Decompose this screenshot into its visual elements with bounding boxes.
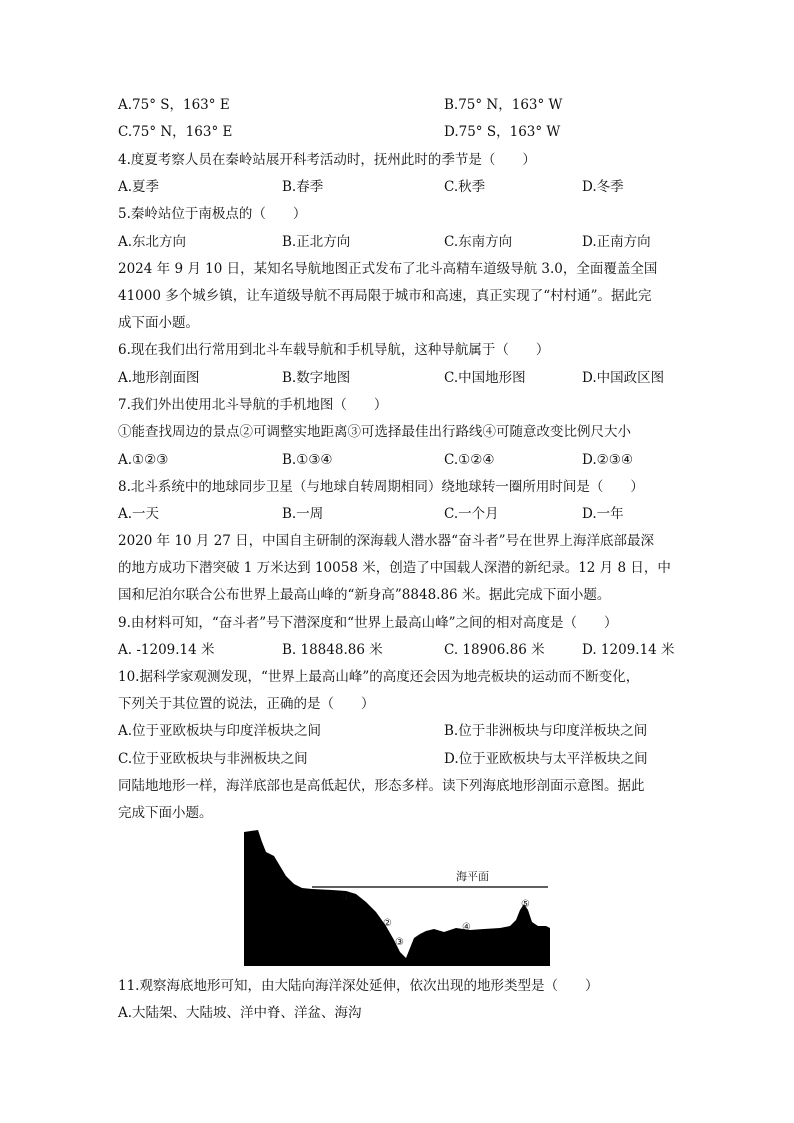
q9-option-d: D. 1209.14 米 bbox=[582, 642, 675, 658]
seafloor-profile-figure bbox=[244, 830, 550, 966]
material-paragraph-line: 成下面小题。 bbox=[118, 315, 199, 331]
q8-stem: 8.北斗系统中的地球同步卫星（与地球自转周期相同）绕地球转一圈所用时间是（ ） bbox=[118, 479, 644, 495]
q11-option-a: A.大陆架、大陆坡、洋中脊、洋盆、海沟 bbox=[118, 1005, 362, 1021]
q10-option-b: B.位于非洲板块与印度洋板块之间 bbox=[444, 723, 648, 739]
material-paragraph-line: 2020 年 10 月 27 日，中国自主研制的深海载人潜水器“奋斗者”号在世界上海洋底部最深 bbox=[118, 533, 654, 549]
q8-option-c: C.一个月 bbox=[444, 506, 499, 522]
q3-option-a: A.75° S，163° E bbox=[118, 97, 230, 113]
q10-option-a: A.位于亚欧板块与印度洋板块之间 bbox=[118, 723, 322, 739]
marker-2: ② bbox=[383, 918, 392, 929]
q11-stem: 11.观察海底地形可知，由大陆向海洋深处延伸，依次出现的地形类型是（ ） bbox=[118, 978, 599, 994]
q4-stem: 4.度夏考察人员在秦岭站展开科考活动时，抚州此时的季节是（ ） bbox=[118, 152, 536, 168]
q10-stem-line1: 10.据科学家观测发现，“世界上最高山峰”的高度还会因为地壳板块的运动而不断变化， bbox=[118, 669, 640, 685]
sea-level-label: 海平面 bbox=[456, 870, 489, 883]
q5-option-c: C.东南方向 bbox=[444, 234, 513, 250]
q7-option-d: D.②③④ bbox=[582, 452, 633, 468]
material-paragraph-line: 完成下面小题。 bbox=[118, 805, 213, 821]
q6-option-d: D.中国政区图 bbox=[582, 370, 665, 386]
material-paragraph-line: 的地方成功下潜突破 1 万米达到 10058 米，创造了中国载人深潜的新纪录。12 月 8 日，中 bbox=[118, 560, 671, 576]
marker-5: ⑤ bbox=[521, 899, 530, 910]
q8-option-a: A.一天 bbox=[118, 506, 160, 522]
q7-stem: 7.我们外出使用北斗导航的手机地图（ ） bbox=[118, 397, 388, 413]
material-paragraph-line: 41000 多个城乡镇，让车道级导航不再局限于城市和高速，真正实现了“村村通”。据此完 bbox=[118, 288, 652, 304]
q8-option-d: D.一年 bbox=[582, 506, 624, 522]
q4-option-a: A.夏季 bbox=[118, 179, 160, 195]
q9-stem: 9.由材料可知，“奋斗者”号下潜深度和“世界上最高山峰”之间的相对高度是（ ） bbox=[118, 615, 618, 631]
q6-option-a: A.地形剖面图 bbox=[118, 370, 200, 386]
q5-option-b: B.正北方向 bbox=[282, 234, 351, 250]
q10-option-d: D.位于亚欧板块与太平洋板块之间 bbox=[444, 751, 648, 767]
q5-option-d: D.正南方向 bbox=[582, 234, 651, 250]
marker-3: ③ bbox=[395, 937, 404, 948]
q9-option-c: C. 18906.86 米 bbox=[444, 642, 545, 658]
q10-option-c: C.位于亚欧板块与非洲板块之间 bbox=[118, 751, 308, 767]
q7-statements: ①能查找周边的景点②可调整实地距离③可选择最佳出行路线④可随意改变比例尺大小 bbox=[118, 424, 631, 440]
q7-option-b: B.①③④ bbox=[282, 452, 333, 468]
q9-option-a: A. -1209.14 米 bbox=[118, 642, 215, 658]
q4-option-c: C.秋季 bbox=[444, 179, 486, 195]
q10-stem-line2: 下列关于其位置的说法，正确的是（ ） bbox=[118, 696, 375, 712]
q4-option-d: D.冬季 bbox=[582, 179, 624, 195]
material-paragraph-line: 2024 年 9 月 10 日，某知名导航地图正式发布了北斗高精车道级导航 3.0，全面覆盖全国 bbox=[118, 261, 658, 277]
q6-option-b: B.数字地图 bbox=[282, 370, 351, 386]
q6-stem: 6.现在我们出行常用到北斗车载导航和手机导航，这种导航属于（ ） bbox=[118, 342, 550, 358]
q3-option-c: C.75° N，163° E bbox=[118, 124, 233, 140]
q9-option-b: B. 18848.86 米 bbox=[282, 642, 383, 658]
marker-1: ① bbox=[342, 892, 351, 903]
q7-option-a: A.①②③ bbox=[118, 452, 169, 468]
q6-option-c: C.中国地形图 bbox=[444, 370, 526, 386]
q8-option-b: B.一周 bbox=[282, 506, 324, 522]
q3-option-b: B.75° N，163° W bbox=[444, 97, 563, 113]
q3-option-d: D.75° S，163° W bbox=[444, 124, 561, 140]
material-paragraph-line: 国和尼泊尔联合公布世界上最高山峰的“新身高”8848.86 米。据此完成下面小题。 bbox=[118, 587, 611, 603]
marker-4: ④ bbox=[462, 922, 471, 933]
q4-option-b: B.春季 bbox=[282, 179, 324, 195]
material-paragraph-line: 同陆地地形一样，海洋底部也是高低起伏，形态多样。读下列海底地形剖面示意图。据此 bbox=[118, 778, 645, 794]
q5-stem: 5.秦岭站位于南极点的（ ） bbox=[118, 206, 307, 222]
q5-option-a: A.东北方向 bbox=[118, 234, 187, 250]
q7-option-c: C.①②④ bbox=[444, 452, 495, 468]
